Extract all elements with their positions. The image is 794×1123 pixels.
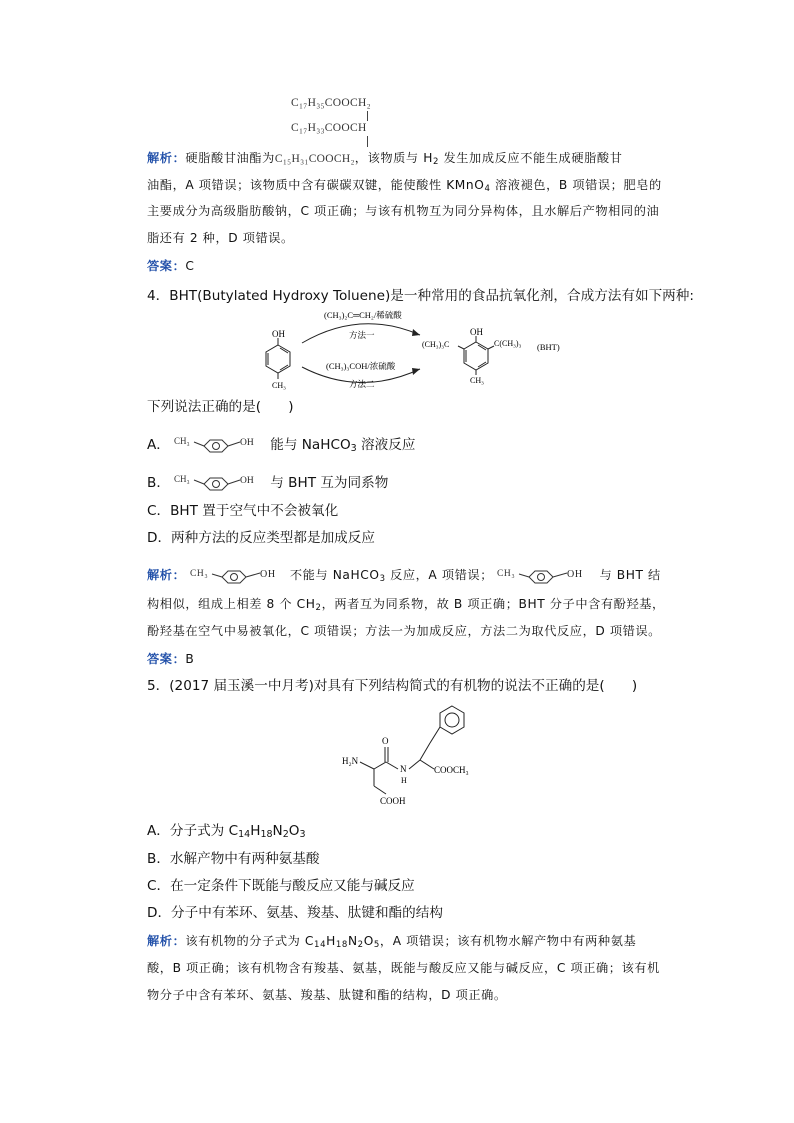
answer-label: 答案： <box>147 652 186 666</box>
svg-text:CH₃: CH₃ <box>189 568 209 579</box>
struct-ester: COOCH₃ <box>434 765 469 775</box>
analysis-label: 解析： <box>147 151 186 165</box>
answer-q4 <box>147 649 194 669</box>
q5-option-d: D．分子中有苯环、氨基、羧基、肽键和酯的结构 <box>147 905 443 921</box>
analysis-q5-line-1: 解析：该有机物的分子式为 $C_{14}H_{18}N_2O_5$，A 项错误；该有机物水解产物中有两种氨基 <box>147 934 637 950</box>
svg-text:OH: OH <box>240 438 254 448</box>
q5-stem: 5．(2017 届玉溪一中月考)对具有下列结构简式的有机物的说法不正确的是( ) <box>147 678 638 694</box>
analysis-q4-line-3: 酚羟基在空气中易被氧化，C 项错误；方法一为加成反应，方法二为取代反应，D 项错误。 <box>147 624 661 638</box>
q4-option-a: A． CH₃ OH 能与 NaHCO$_3$ 溶液反应 <box>147 436 416 454</box>
struct-h: H <box>401 776 407 785</box>
analysis-q4-line-2: 构相似，组成上相差 8 个 $CH_2$，两者互为同系物，故 B 项正确；BHT 分子中含有酚羟基， <box>147 597 665 613</box>
p-cresol-inline-a <box>174 436 270 454</box>
struct-nh2: H₂N <box>342 756 359 766</box>
bht-structure <box>458 336 494 375</box>
svg-text:CH₃: CH₃ <box>174 474 190 484</box>
bht-oh: OH <box>470 327 483 337</box>
glyceride-line-1: C₁₇H₃₅COOCH₂ <box>291 97 371 109</box>
glyceride-line-2: C₁₇H₃₃COOCH <box>291 122 367 134</box>
q4-stem: 4．BHT(Butylated Hydroxy Toluene)是一种常用的食品抗氧化剂，合成方法有如下两种: <box>147 288 694 304</box>
svg-text:OH: OH <box>259 568 276 580</box>
p-cresol-inline-c <box>190 567 290 585</box>
struct-n: N <box>400 764 407 774</box>
glyceride-bond-2 <box>367 136 368 147</box>
reagent-1: (CH₃)₂C═CH₂/稀硫酸 <box>324 310 402 320</box>
glyceride-bond-1 <box>367 111 368 121</box>
svg-text:CH₃: CH₃ <box>497 568 516 579</box>
answer-prev <box>147 256 195 276</box>
glyceride-line-3: C₁₅H₃₁COOCH₂ <box>274 153 355 165</box>
reagent-2: (CH₃)₃COH/浓硫酸 <box>326 361 396 371</box>
bht-synthesis-scheme <box>250 305 620 390</box>
analysis-label: 解析： <box>147 934 186 948</box>
bht-label: (BHT) <box>537 342 560 352</box>
q4-option-b: B． CH₃ OH 与 BHT 互为同系物 <box>147 474 389 491</box>
p-cresol-ch3: CH₃ <box>272 381 286 390</box>
p-cresol-inline-b <box>174 474 270 492</box>
q5-option-b: B．水解产物中有两种氨基酸 <box>147 851 320 867</box>
struct-o: O <box>382 736 389 746</box>
answer-value: C <box>185 259 195 273</box>
analysis-prev-line-1: 解析：硬脂酸甘油酯为C₁₅H₃₁COOCH₂，该物质与 $H_2$ 发生加成反应不能生成硬脂酸甘 <box>147 151 623 167</box>
p-cresol-structure <box>266 338 290 379</box>
q5-option-c: C．在一定条件下既能与酸反应又能与碱反应 <box>147 878 415 894</box>
answer-value: B <box>185 652 195 666</box>
analysis-q4-line-1: 解析： CH₃ OH 不能与 NaHCO$_3$ 反应，A 项错误； CH₃ OH 与 BHT 结 <box>147 568 661 584</box>
bht-tbu-left: (CH₃)₃C <box>422 340 450 349</box>
analysis-prev-line-3: 主要成分为高级脂肪酸钠，C 项正确；与该有机物互为同分异构体，且水解后产物相同的油 <box>147 204 660 218</box>
q5-option-a: A．分子式为 $C_{14}H_{18}N_2O_3$ <box>147 823 306 840</box>
q4-option-c: C．BHT 置于空气中不会被氧化 <box>147 503 339 519</box>
analysis-q5-line-3: 物分子中含有苯环、氨基、羧基、肽键和酯的结构，D 项正确。 <box>147 988 507 1002</box>
analysis-q5-line-2: 酸，B 项正确；该有机物含有羧基、氨基，既能与酸反应又能与碱反应，C 项正确；该有机 <box>147 961 660 975</box>
method-2-label: 方法二 <box>349 379 375 389</box>
method-1-label: 方法一 <box>349 330 375 340</box>
bht-ch3: CH₃ <box>470 376 484 385</box>
svg-text:CH₃: CH₃ <box>174 436 190 446</box>
analysis-label: 解析： <box>147 568 186 582</box>
bht-tbu-right: C(CH₃)₃ <box>494 339 522 348</box>
dipeptide-structure <box>330 698 500 810</box>
q4-prompt: 下列说法正确的是( ) <box>147 399 294 415</box>
answer-label: 答案： <box>147 259 186 273</box>
p-cresol-oh: OH <box>272 329 285 339</box>
analysis-prev-line-2: 油酯，A 项错误；该物质中含有碳碳双键，能使酸性 KMnO$_4$ 溶液褪色，B 项错误；肥皂的 <box>147 178 662 194</box>
p-cresol-inline-d <box>497 567 599 585</box>
q4-option-d: D．两种方法的反应类型都是加成反应 <box>147 530 375 546</box>
svg-text:OH: OH <box>240 476 254 486</box>
struct-cooh: COOH <box>380 796 406 806</box>
analysis-prev-line-4: 脂还有 2 种，D 项错误。 <box>147 231 294 245</box>
svg-text:OH: OH <box>567 568 584 580</box>
